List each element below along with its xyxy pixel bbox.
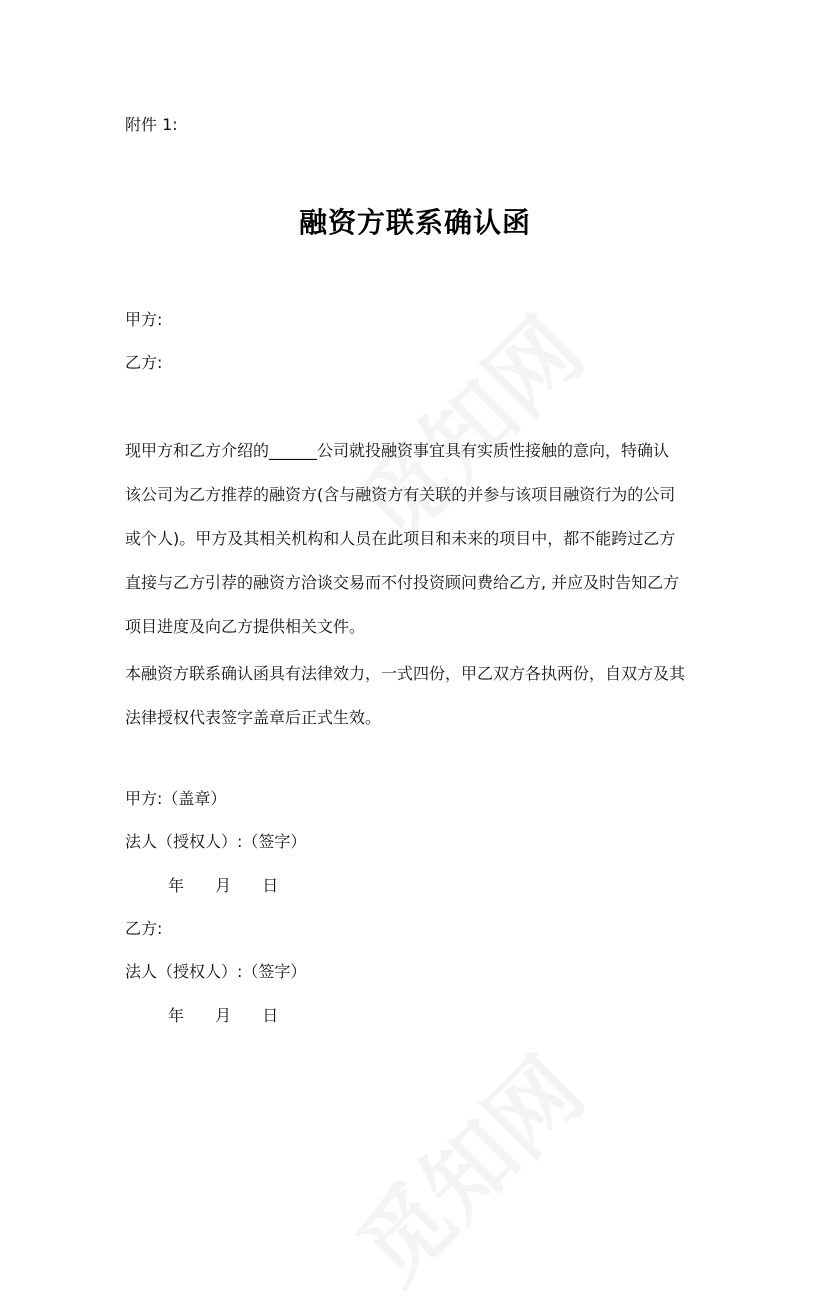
- paragraph-line: 或个人)。甲方及其相关机构和人员在此项目和未来的项目中，都不能跨过乙方: [125, 529, 676, 548]
- day-label: 日: [262, 876, 279, 895]
- party-b-sign: 乙方:: [125, 919, 163, 938]
- document-title: 融资方联系确认函: [298, 206, 531, 239]
- date-a: [168, 876, 278, 896]
- year-label: 年: [168, 876, 185, 895]
- legal-rep-a: 法人（授权人）:（签字）: [125, 832, 307, 851]
- watermark-bottom: [324, 1024, 607, 1306]
- paragraph-line: 现甲方和乙方介绍的______公司就投融资事宜具有实质性接触的意向，特确认: [125, 441, 670, 460]
- paragraph-line: 直接与乙方引荐的融资方洽谈交易而不付投资顾问费给乙方, 并应及时告知乙方: [125, 573, 680, 592]
- party-a-seal: 甲方:（盖章）: [125, 789, 227, 808]
- date-b: [168, 1006, 278, 1026]
- party-b-label: 乙方:: [125, 353, 163, 372]
- day-label: 日: [262, 1006, 279, 1025]
- paragraph-line: 本融资方联系确认函具有法律效力，一式四份，甲乙双方各执两份，自双方及其: [125, 664, 686, 683]
- month-label: 月: [215, 876, 232, 895]
- party-a-label: 甲方:: [125, 310, 163, 329]
- paragraph-validity: [125, 652, 710, 740]
- paragraph-line: 项目进度及向乙方提供相关文件。: [125, 617, 366, 636]
- paragraph-line: 该公司为乙方推荐的融资方(含与融资方有关联的并参与该项目融资行为的公司: [125, 485, 676, 504]
- attachment-label: 附件 1:: [125, 115, 178, 134]
- month-label: 月: [215, 1006, 232, 1025]
- year-label: 年: [168, 1006, 185, 1025]
- paragraph-main: [125, 429, 710, 637]
- paragraph-line: 法律授权代表签字盖章后正式生效。: [125, 708, 382, 727]
- legal-rep-b: 法人（授权人）:（签字）: [125, 962, 307, 981]
